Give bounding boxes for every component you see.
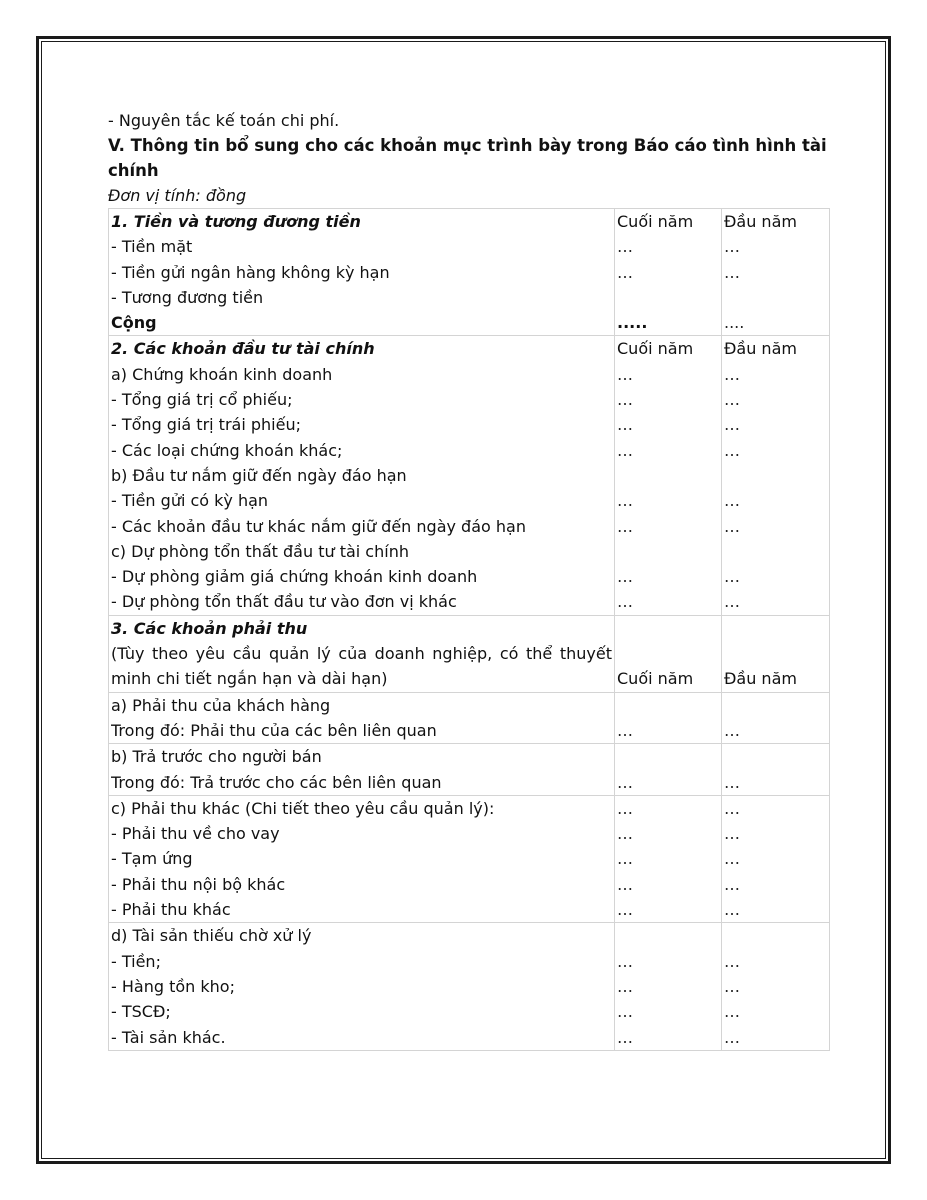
value-cell — [724, 285, 827, 310]
section1-labels — [109, 209, 615, 336]
list-item: - TSCĐ; — [111, 1002, 171, 1022]
subsection-title: a) Phải thu của khách hàng — [111, 695, 331, 715]
list-item: Trong đó: Phải thu của các bên liên quan — [111, 720, 437, 740]
value-cell: … — [724, 1002, 740, 1022]
section1-end-col — [615, 209, 722, 336]
value-cell: … — [724, 440, 740, 460]
table-row-section2 — [109, 336, 830, 615]
value-cell: … — [724, 849, 740, 869]
value-cell — [724, 923, 827, 948]
list-item: - Phải thu khác — [111, 900, 231, 920]
value-cell: … — [617, 364, 633, 384]
section2-end-col — [615, 336, 722, 615]
list-item: Trong đó: Trả trước cho các bên liên quan — [111, 772, 442, 792]
list-item: - Tiền gửi có kỳ hạn — [111, 491, 269, 511]
list-item: a) Chứng khoán kinh doanh — [111, 364, 333, 384]
value-cell: … — [617, 1027, 633, 1047]
value-cell — [724, 539, 827, 564]
list-item: c) Dự phòng tổn thất đầu tư tài chính — [111, 541, 409, 561]
intro-line: - Nguyên tắc kế toán chi phí. — [108, 111, 340, 130]
list-item: - Tiền; — [111, 951, 161, 971]
list-item: - Tạm ứng — [111, 849, 193, 869]
list-item: - Các loại chứng khoán khác; — [111, 440, 343, 460]
value-cell: … — [617, 390, 633, 410]
value-cell: … — [617, 491, 633, 511]
column-header-end: Cuối năm — [617, 212, 694, 231]
value-cell: … — [724, 415, 740, 435]
value-cell: … — [724, 390, 740, 410]
list-item: d) Tài sản thiếu chờ xử lý — [111, 926, 312, 946]
list-item: - Dự phòng giảm giá chứng khoán kinh doanh — [111, 567, 478, 587]
value-cell: … — [724, 516, 740, 536]
column-header-begin: Đầu năm — [724, 339, 797, 359]
value-cell: … — [617, 237, 633, 257]
value-cell: … — [617, 720, 633, 740]
value-cell: … — [617, 440, 633, 460]
list-item: - Các khoản đầu tư khác nắm giữ đến ngày đáo hạn — [111, 516, 526, 536]
value-cell — [617, 539, 719, 564]
table-row-section3c — [109, 795, 830, 922]
list-item: - Tiền mặt — [111, 237, 193, 257]
total-label: Cộng — [111, 313, 157, 333]
value-cell: … — [724, 567, 740, 587]
section3-note: (Tùy theo yêu cầu quản lý của doanh nghiệp, có thể thuyết minh chi tiết ngắn hạn và dài hạn) — [111, 644, 612, 689]
value-cell: … — [617, 415, 633, 435]
section2-begin-col — [722, 336, 830, 615]
list-item: - Tài sản khác. — [111, 1027, 226, 1047]
value-cell: … — [724, 798, 740, 818]
value-cell: … — [617, 516, 633, 536]
list-item: - Tương đương tiền — [111, 287, 264, 307]
table-row-section3-header — [109, 615, 830, 692]
list-item: - Tiền gửi ngân hàng không kỳ hạn — [111, 262, 390, 282]
value-cell: … — [724, 951, 740, 971]
table-row-section3a — [109, 692, 830, 744]
value-cell: … — [724, 237, 740, 257]
value-cell: … — [724, 491, 740, 511]
section-heading: V. Thông tin bổ sung cho các khoản mục trình bày trong Báo cáo tình hình tài chính — [108, 136, 827, 180]
section3-title: 3. Các khoản phải thu — [111, 618, 308, 638]
value-cell: … — [724, 720, 740, 740]
value-cell — [617, 463, 719, 488]
total-end-value: ..... — [617, 313, 648, 333]
section3-begin-col — [722, 615, 830, 692]
value-cell: … — [724, 364, 740, 384]
list-item: b) Đầu tư nắm giữ đến ngày đáo hạn — [111, 465, 407, 485]
section2-labels — [109, 336, 615, 615]
value-cell: … — [724, 772, 740, 792]
value-cell: … — [617, 262, 633, 282]
list-item: - Hàng tồn kho; — [111, 976, 235, 996]
table-row-section3d — [109, 923, 830, 1050]
document-body — [108, 108, 828, 1051]
list-item: - Tổng giá trị cổ phiếu; — [111, 390, 293, 410]
value-cell: … — [724, 824, 740, 844]
value-cell: … — [617, 772, 633, 792]
value-cell: … — [724, 1027, 740, 1047]
value-cell: … — [617, 900, 633, 920]
value-cell: … — [617, 567, 633, 587]
value-cell: … — [724, 900, 740, 920]
list-item: - Dự phòng tổn thất đầu tư vào đơn vị khác — [111, 592, 457, 612]
value-cell: … — [617, 1002, 633, 1022]
value-cell — [724, 463, 827, 488]
unit-label: Đơn vị tính: đồng — [108, 186, 247, 205]
column-header-end: Cuối năm — [617, 669, 694, 689]
value-cell: … — [617, 824, 633, 844]
value-cell: … — [724, 262, 740, 282]
value-cell: … — [617, 798, 633, 818]
list-item: - Tổng giá trị trái phiếu; — [111, 415, 301, 435]
value-cell — [617, 285, 719, 310]
total-begin-value: .... — [724, 313, 745, 333]
value-cell: … — [724, 976, 740, 996]
column-header-end: Cuối năm — [617, 339, 694, 359]
value-cell: … — [617, 849, 633, 869]
list-item: - Phải thu về cho vay — [111, 824, 280, 844]
section3-end-col — [615, 615, 722, 692]
column-header-begin: Đầu năm — [724, 212, 797, 231]
value-cell: … — [617, 951, 633, 971]
value-cell: … — [724, 874, 740, 894]
table-row-section3b — [109, 744, 830, 796]
value-cell: … — [724, 592, 740, 612]
section1-begin-col — [722, 209, 830, 336]
list-item: c) Phải thu khác (Chi tiết theo yêu cầu quản lý): — [111, 798, 495, 818]
value-cell: … — [617, 592, 633, 612]
section2-title: 2. Các khoản đầu tư tài chính — [111, 339, 375, 359]
financial-table — [108, 208, 830, 1051]
section3-labels — [109, 615, 615, 692]
value-cell — [617, 923, 719, 948]
list-item: - Phải thu nội bộ khác — [111, 874, 286, 894]
subsection-title: b) Trả trước cho người bán — [111, 747, 322, 767]
value-cell: … — [617, 976, 633, 996]
value-cell: … — [617, 874, 633, 894]
table-row-section1 — [109, 209, 830, 336]
section1-title: 1. Tiền và tương đương tiền — [111, 212, 361, 231]
column-header-begin: Đầu năm — [724, 669, 797, 689]
